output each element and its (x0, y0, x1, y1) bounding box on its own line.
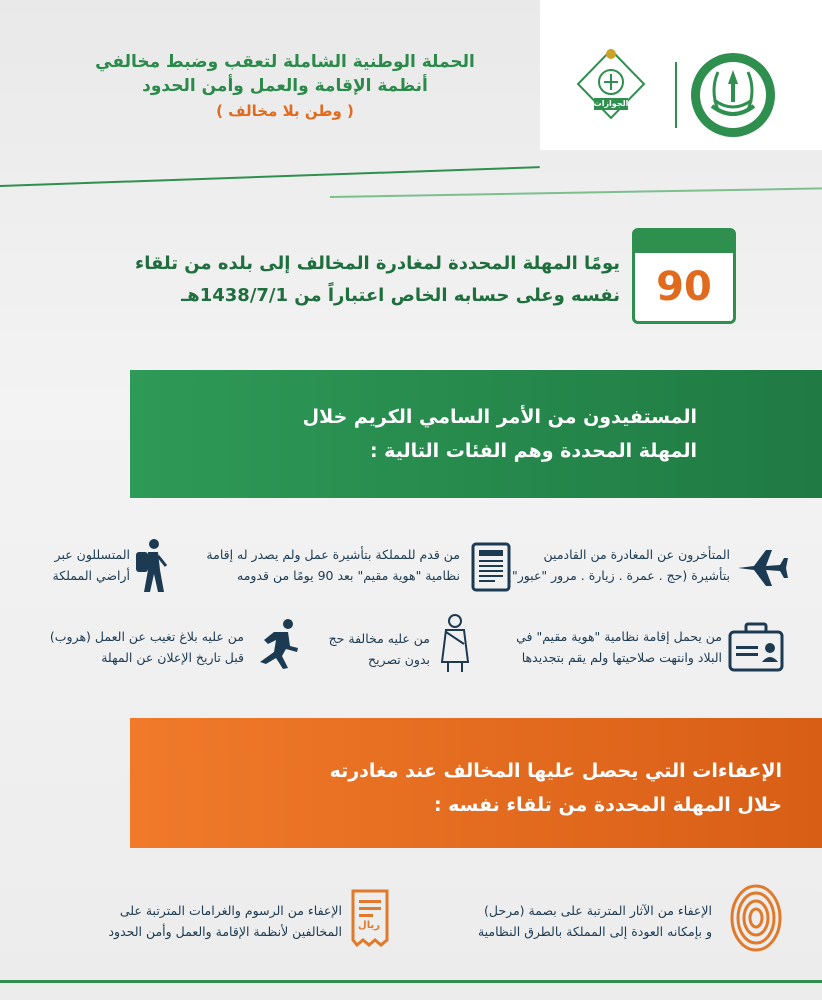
decorative-line (0, 980, 822, 983)
hiker-icon (134, 538, 168, 594)
list-item-line1: من يحمل إقامة نظامية "هوية مقيم" في (516, 629, 722, 644)
campaign-line2: أنظمة الإقامة والعمل وأمن الحدود (142, 76, 428, 96)
exemptions-heading (182, 754, 782, 822)
list-item-line1: المتأخرون عن المغادرة من القادمين (543, 547, 730, 562)
list-item-line2: نظامية "هوية مقيم" بعد 90 يومًا من قدومه (237, 568, 460, 583)
list-item-line1: من عليه مخالفة حج (328, 631, 430, 646)
receipt-currency-label: ريال (358, 920, 380, 931)
campaign-title (60, 50, 510, 124)
decorative-line (0, 166, 540, 187)
logo-panel (540, 0, 822, 150)
list-item-line1: المتسللون عبر (54, 547, 130, 562)
pilgrim-icon (438, 614, 472, 674)
list-item (310, 628, 430, 670)
decorative-line (330, 187, 822, 198)
exemptions-heading-line1: الإعفاءات التي يحصل عليها المخالف عند مغادرته (329, 760, 782, 782)
list-item-line2: و بإمكانه العودة إلى المملكة بالطرق النظامية (477, 924, 712, 939)
beneficiaries-heading (177, 400, 697, 468)
list-item-line2: بتأشيرة (حج . عمرة . زيارة . مرور "عبور") (507, 568, 730, 583)
list-item-line1: من قدم للمملكة بتأشيرة عمل ولم يصدر له إقامة (206, 547, 460, 562)
list-item-line2: قبل تاريخ الإعلان عن المهلة (101, 650, 244, 665)
calendar-header-bar (635, 231, 733, 253)
list-item (8, 626, 244, 668)
logo-divider (675, 62, 677, 128)
list-item-line2: بدون تصريح (368, 652, 430, 667)
campaign-line1: الحملة الوطنية الشاملة لتعقب وضبط مخالفي (95, 52, 475, 72)
list-item-line2: أراضي المملكة (52, 568, 130, 583)
list-item-line1: من عليه بلاغ تغيب عن العمل (هروب) (49, 629, 244, 644)
id-card-icon (728, 622, 784, 672)
deadline-line2: نفسه وعلى حسابه الخاص اعتباراً من 1438/7/1هـ (181, 285, 620, 306)
list-item-line2: البلاد وانتهت صلاحيتها ولم يقم بتجديدها (521, 650, 722, 665)
list-item (170, 544, 460, 586)
ministry-emblem-icon (688, 50, 778, 140)
deadline-line1: يومًا المهلة المحددة لمغادرة المخالف إلى بلده من تلقاء (135, 253, 620, 274)
running-man-icon (252, 618, 304, 670)
list-item-line2: المخالفين لأنظمة الإقامة والعمل وأمن الحدود (108, 924, 342, 939)
list-item-line1: الإعفاء من الآثار المترتبة على بصمة (مرحل) (484, 903, 712, 918)
days-number: 90 (656, 264, 712, 310)
exemptions-heading-line2: خلال المهلة المحددة من تلقاء نفسه : (433, 794, 782, 816)
list-item (422, 900, 712, 942)
list-item (10, 544, 130, 586)
list-item (462, 626, 722, 668)
beneficiaries-heading-line2: المهلة المحددة وهم الفئات التالية : (369, 440, 697, 462)
campaign-tagline: ( وطن بلا مخالف ) (216, 102, 354, 120)
passports-logo-icon (566, 44, 656, 134)
calendar-icon (632, 228, 736, 324)
list-item (42, 900, 342, 942)
exemptions-banner (130, 718, 822, 848)
beneficiaries-banner (130, 370, 822, 498)
beneficiaries-heading-line1: المستفيدون من الأمر السامي الكريم خلال (302, 406, 697, 428)
fingerprint-icon (728, 884, 784, 952)
deadline-text (70, 248, 620, 312)
list-item-line1: الإعفاء من الرسوم والغرامات المترتبة على (119, 903, 342, 918)
airplane-icon (736, 548, 788, 588)
passports-logo-label: الجوازات (593, 99, 629, 108)
receipt-icon (350, 888, 390, 948)
document-icon (471, 542, 511, 592)
